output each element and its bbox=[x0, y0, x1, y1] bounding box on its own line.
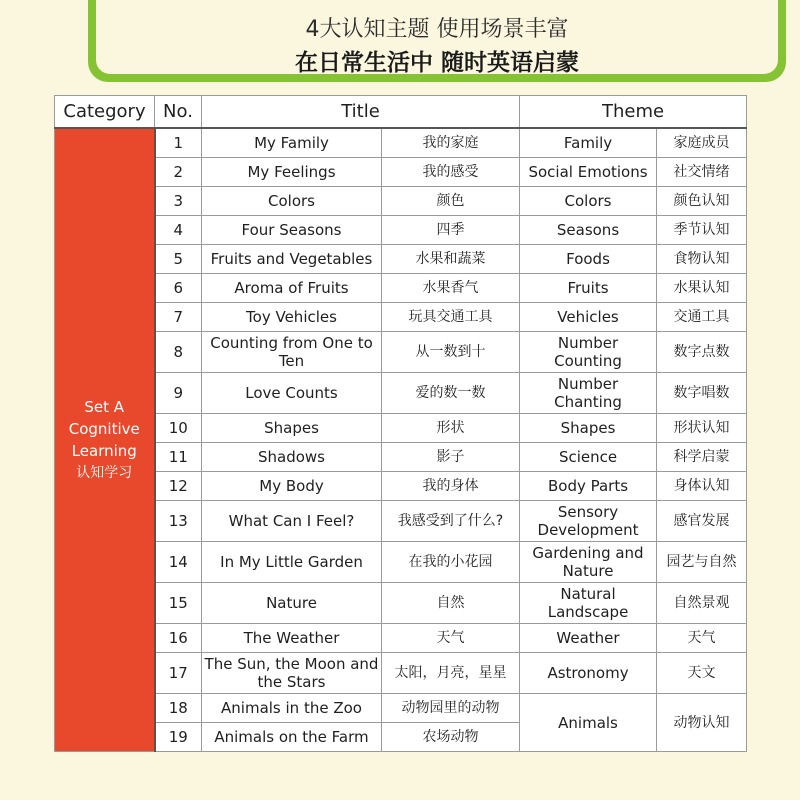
row-number: 3 bbox=[155, 187, 202, 216]
header-no: No. bbox=[155, 96, 202, 129]
row-number: 13 bbox=[155, 501, 202, 542]
theme-english: Animals bbox=[520, 694, 657, 752]
theme-english: Vehicles bbox=[520, 303, 657, 332]
title-english: My Family bbox=[202, 128, 382, 158]
header-title: Title bbox=[202, 96, 520, 129]
theme-english: Gardening and Nature bbox=[520, 542, 657, 583]
theme-chinese: 家庭成员 bbox=[657, 128, 747, 158]
table-row bbox=[55, 694, 747, 723]
title-english: The Weather bbox=[202, 624, 382, 653]
title-english: Shadows bbox=[202, 443, 382, 472]
table-row bbox=[55, 583, 747, 624]
table-row bbox=[55, 332, 747, 373]
row-number: 19 bbox=[155, 723, 202, 752]
category-line3: Learning bbox=[71, 442, 137, 460]
title-english: My Body bbox=[202, 472, 382, 501]
theme-english: Number Chanting bbox=[520, 373, 657, 414]
table-row bbox=[55, 303, 747, 332]
theme-chinese: 形状认知 bbox=[657, 414, 747, 443]
theme-chinese: 动物认知 bbox=[657, 694, 747, 752]
table-row bbox=[55, 414, 747, 443]
theme-chinese: 季节认知 bbox=[657, 216, 747, 245]
title-english: Colors bbox=[202, 187, 382, 216]
row-number: 15 bbox=[155, 583, 202, 624]
theme-chinese: 天文 bbox=[657, 653, 747, 694]
table-row bbox=[55, 501, 747, 542]
theme-english: Family bbox=[520, 128, 657, 158]
theme-chinese: 天气 bbox=[657, 624, 747, 653]
theme-chinese: 园艺与自然 bbox=[657, 542, 747, 583]
title-chinese: 四季 bbox=[382, 216, 520, 245]
theme-chinese: 颜色认知 bbox=[657, 187, 747, 216]
row-number: 9 bbox=[155, 373, 202, 414]
theme-chinese: 科学启蒙 bbox=[657, 443, 747, 472]
title-chinese: 农场动物 bbox=[382, 723, 520, 752]
title-chinese: 自然 bbox=[382, 583, 520, 624]
title-english: Shapes bbox=[202, 414, 382, 443]
row-number: 6 bbox=[155, 274, 202, 303]
row-number: 8 bbox=[155, 332, 202, 373]
theme-english: Sensory Development bbox=[520, 501, 657, 542]
title-chinese: 我的身体 bbox=[382, 472, 520, 501]
row-number: 18 bbox=[155, 694, 202, 723]
theme-english: Colors bbox=[520, 187, 657, 216]
title-chinese: 动物园里的动物 bbox=[382, 694, 520, 723]
row-number: 12 bbox=[155, 472, 202, 501]
title-english: Animals on the Farm bbox=[202, 723, 382, 752]
title-english: Counting from One to Ten bbox=[202, 332, 382, 373]
theme-english: Number Counting bbox=[520, 332, 657, 373]
theme-chinese: 水果认知 bbox=[657, 274, 747, 303]
table-row bbox=[55, 542, 747, 583]
title-english: Four Seasons bbox=[202, 216, 382, 245]
title-chinese: 我感受到了什么? bbox=[382, 501, 520, 542]
row-number: 1 bbox=[155, 128, 202, 158]
title-chinese: 玩具交通工具 bbox=[382, 303, 520, 332]
table-row bbox=[55, 245, 747, 274]
title-chinese: 天气 bbox=[382, 624, 520, 653]
header-category: Category bbox=[55, 96, 155, 129]
title-english: The Sun, the Moon and the Stars bbox=[202, 653, 382, 694]
table-row bbox=[55, 274, 747, 303]
row-number: 4 bbox=[155, 216, 202, 245]
title-chinese: 我的感受 bbox=[382, 158, 520, 187]
header-banner bbox=[88, 0, 786, 82]
row-number: 11 bbox=[155, 443, 202, 472]
theme-english: Science bbox=[520, 443, 657, 472]
theme-english: Weather bbox=[520, 624, 657, 653]
theme-chinese: 自然景观 bbox=[657, 583, 747, 624]
theme-english: Seasons bbox=[520, 216, 657, 245]
banner-subtitle: 4大认知主题 使用场景丰富 bbox=[305, 17, 569, 42]
title-english: Aroma of Fruits bbox=[202, 274, 382, 303]
title-chinese: 太阳，月亮，星星 bbox=[382, 653, 520, 694]
table-row bbox=[55, 472, 747, 501]
row-number: 16 bbox=[155, 624, 202, 653]
title-chinese: 爱的数一数 bbox=[382, 373, 520, 414]
table-row bbox=[55, 216, 747, 245]
title-english: Fruits and Vegetables bbox=[202, 245, 382, 274]
theme-chinese: 食物认知 bbox=[657, 245, 747, 274]
header-theme: Theme bbox=[520, 96, 747, 129]
theme-english: Fruits bbox=[520, 274, 657, 303]
title-chinese: 水果香气 bbox=[382, 274, 520, 303]
title-english: My Feelings bbox=[202, 158, 382, 187]
title-chinese: 颜色 bbox=[382, 187, 520, 216]
title-chinese: 我的家庭 bbox=[382, 128, 520, 158]
theme-chinese: 身体认知 bbox=[657, 472, 747, 501]
title-english: Nature bbox=[202, 583, 382, 624]
table-row bbox=[55, 624, 747, 653]
title-english: Animals in the Zoo bbox=[202, 694, 382, 723]
table-row bbox=[55, 187, 747, 216]
title-chinese: 在我的小花园 bbox=[382, 542, 520, 583]
row-number: 14 bbox=[155, 542, 202, 583]
theme-english: Social Emotions bbox=[520, 158, 657, 187]
title-english: Toy Vehicles bbox=[202, 303, 382, 332]
row-number: 2 bbox=[155, 158, 202, 187]
table-row bbox=[55, 128, 747, 158]
theme-chinese: 数字点数 bbox=[657, 332, 747, 373]
row-number: 17 bbox=[155, 653, 202, 694]
header-row bbox=[55, 96, 747, 129]
table-row bbox=[55, 653, 747, 694]
row-number: 7 bbox=[155, 303, 202, 332]
category-zh: 认知学习 bbox=[76, 465, 133, 481]
title-chinese: 从一数到十 bbox=[382, 332, 520, 373]
curriculum-table bbox=[54, 95, 747, 752]
title-chinese: 形状 bbox=[382, 414, 520, 443]
theme-english: Natural Landscape bbox=[520, 583, 657, 624]
title-english: Love Counts bbox=[202, 373, 382, 414]
category-line1: Set A bbox=[84, 398, 125, 416]
category-cell bbox=[55, 128, 155, 752]
theme-chinese: 数字唱数 bbox=[657, 373, 747, 414]
row-number: 5 bbox=[155, 245, 202, 274]
table-row bbox=[55, 443, 747, 472]
theme-english: Shapes bbox=[520, 414, 657, 443]
category-line2: Cognitive bbox=[68, 420, 140, 438]
title-chinese: 影子 bbox=[382, 443, 520, 472]
row-number: 10 bbox=[155, 414, 202, 443]
theme-english: Body Parts bbox=[520, 472, 657, 501]
table-row bbox=[55, 158, 747, 187]
title-english: In My Little Garden bbox=[202, 542, 382, 583]
banner-title: 在日常生活中 随时英语启蒙 bbox=[294, 50, 579, 76]
title-english: What Can I Feel? bbox=[202, 501, 382, 542]
theme-chinese: 感官发展 bbox=[657, 501, 747, 542]
theme-chinese: 交通工具 bbox=[657, 303, 747, 332]
theme-english: Astronomy bbox=[520, 653, 657, 694]
header-banner-inner bbox=[96, 0, 778, 74]
theme-chinese: 社交情绪 bbox=[657, 158, 747, 187]
theme-english: Foods bbox=[520, 245, 657, 274]
table-row bbox=[55, 373, 747, 414]
title-chinese: 水果和蔬菜 bbox=[382, 245, 520, 274]
